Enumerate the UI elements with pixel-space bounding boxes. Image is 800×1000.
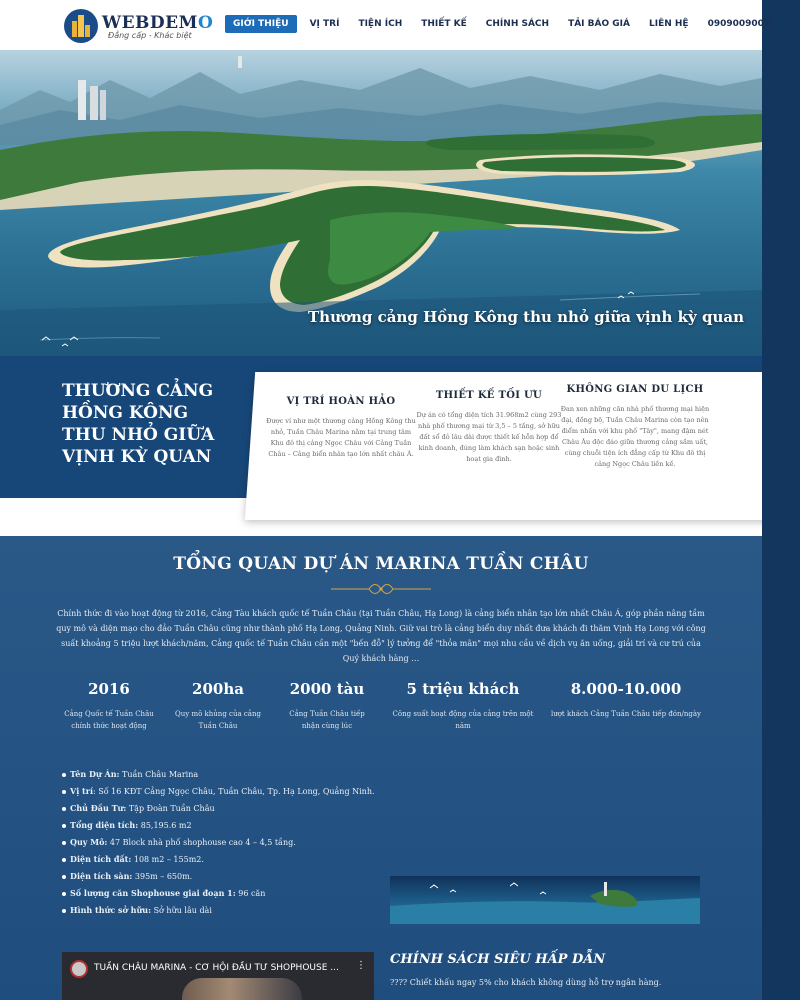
project-specs-list: [62, 766, 375, 919]
intro-title: THƯƠNG CẢNG HỒNG KÔNG THU NHỎ GIỮA VỊNH KỲ QUAN: [62, 381, 215, 467]
spec-item: Diện tích sàn: 395m – 650m.: [62, 868, 375, 885]
policy-title: CHÍNH SÁCH SIÊU HẤP DẪN: [390, 952, 606, 967]
nav-item-gioi-thieu[interactable]: GIỚI THIỆU: [225, 15, 297, 33]
feature-text: Đan xen những căn nhà phố thương mại hiện đại, đồng bộ, Tuần Châu Marina còn tạo nên điểm nhấn với khu phố "Tây", mang đậm nét Châu Âu độc đáo giữa thương cảng sầm uất, cùng chuỗi tiện ích đẳng cấp từ Khu đô thị cảng Ngọc Châu liền kề.: [560, 405, 710, 468]
site-logo[interactable]: [64, 8, 213, 44]
spec-item: Chủ Đầu Tư: Tập Đoàn Tuần Châu: [62, 800, 375, 817]
logo-tagline: Đẳng cấp - Khác biệt: [108, 30, 192, 40]
hero-banner: [0, 50, 762, 356]
stat-item: [550, 680, 702, 720]
spec-item: Tên Dự Án: Tuần Châu Marina: [62, 766, 375, 783]
feature-title: THIẾT KẾ TỐI ƯU: [435, 390, 543, 401]
nav-item-tien-ich[interactable]: TIỆN ÍCH: [358, 19, 403, 29]
spec-item: Số lượng căn Shophouse giai đoạn 1: 96 căn: [62, 885, 375, 902]
video-title[interactable]: TUẦN CHÂU MARINA - CƠ HỘI ĐẦU TƯ SHOPHOUSE ...: [94, 963, 339, 973]
more-vertical-icon[interactable]: ⋮: [356, 960, 366, 971]
stat-value: 8.000-10.000: [570, 680, 682, 698]
stat-value: 2000 tàu: [289, 680, 365, 698]
nav-item-thiet-ke[interactable]: THIẾT KẾ: [421, 19, 467, 29]
logo-name: WEBDEMO: [102, 12, 214, 33]
spec-item: Quy Mô: 47 Block nhà phố shophouse cao 4 – 4,5 tầng.: [62, 834, 375, 851]
spec-item: Vị trí: Số 16 KĐT Cảng Ngọc Châu, Tuần Châu, Tp. Hạ Long, Quảng Ninh.: [62, 783, 375, 800]
feature-text: Được ví như một thương cảng Hồng Kông thu nhỏ, Tuần Châu Marina nằm tại trung tâm Khu đô thị cảng Ngọc Châu với Cảng Tuần Châu – Cảng biển nhân tạo lớn nhất châu Á.: [266, 417, 416, 458]
feature-khong-gian: [560, 384, 710, 470]
stat-value: 5 triệu khách: [406, 680, 520, 698]
channel-avatar[interactable]: [70, 960, 88, 978]
feature-vi-tri: [266, 396, 416, 460]
video-thumbnail-image: [182, 978, 302, 1000]
stat-value: 200ha: [192, 680, 244, 698]
site-header: [0, 0, 771, 50]
overview-description: Chính thức đi vào hoạt động từ 2016, Cảng Tàu khách quốc tế Tuần Châu (tại Tuần Châu, Hạ Long) là cảng biển nhân tạo lớn nhất Châu Á, góp phần nâng tầm quy mô và diện mạo cho đảo Tuần Châu cũng như thành phố Hạ Long, Quảng Ninh. Giữ vai trò là cảng biển duy nhất đưa khách đi thăm Vịnh Hạ Long với công suất khoảng 5 triệu lượt khách/năm, Cảng quốc tế Tuần Châu cần một "bến đỗ" lý tưởng để "thỏa mãn" mọi nhu cầu về dịch vụ ăn uống, giải trí và cư trú của Quý khách hàng …: [56, 609, 706, 663]
stat-label: lượt khách Cảng Tuần Châu tiếp đón/ngày: [550, 710, 702, 718]
stat-label: Cảng Tuần Châu tiếp nhận cùng lúc: [289, 710, 365, 730]
stat-item: [62, 680, 156, 732]
stat-label: Công suất hoạt động của cảng trên một năm: [392, 710, 534, 730]
nav-item-lien-he[interactable]: LIÊN HỆ: [648, 19, 689, 29]
right-edge-stripe: [762, 0, 800, 1000]
spec-item: Hình thức sở hữu: Sở hữu lâu dài: [62, 902, 375, 919]
policy-line: ???? Chiết khấu ngay 5% cho khách không dùng hỗ trợ ngân hàng.: [390, 978, 662, 987]
harbor-thumbnail-image: [390, 876, 700, 924]
main-nav: [225, 15, 770, 33]
stat-item: [386, 680, 540, 732]
stat-item: [280, 680, 374, 732]
feature-title: VỊ TRÍ HOÀN HẢO: [286, 396, 396, 407]
stat-value: 2016: [88, 680, 130, 698]
ornament-divider-icon: [331, 582, 431, 596]
hero-caption: Thương cảng Hồng Kông thu nhỏ giữa vịnh kỳ quan: [308, 308, 745, 326]
stat-label: Quy mô khủng của cảng Tuần Châu: [175, 710, 261, 730]
nav-item-tai-bao-gia[interactable]: TẢI BÁO GIÁ: [568, 19, 630, 29]
feature-thiet-ke: [414, 390, 564, 465]
feature-text: Dự án có tổng diện tích 31.968m2 cùng 293 nhà phố thương mại từ 3,5 – 5 tầng, sở hữu đất sổ đỏ lâu dài được thiết kế hỗn hợp để kinh doanh, đúng làm khách sạn hoặc sinh hoạt gia đình.: [416, 411, 562, 463]
spec-item: Diện tích đất: 108 m2 – 155m2.: [62, 851, 375, 868]
nav-item-chinh-sach[interactable]: CHÍNH SÁCH: [485, 19, 550, 29]
video-embed[interactable]: [62, 952, 374, 1000]
logo-building-icon: [64, 9, 98, 43]
nav-phone-number[interactable]: 0909009009: [707, 19, 771, 29]
nav-item-vi-tri[interactable]: VỊ TRÍ: [309, 19, 340, 29]
stat-item: [170, 680, 266, 732]
overview-title: TỔNG QUAN DỰ ÁN MARINA TUẦN CHÂU: [173, 554, 589, 574]
spec-item: Tổng diện tích: 85,195.6 m2: [62, 817, 375, 834]
stat-label: Cảng Quốc tế Tuần Châu chính thức hoạt động: [64, 710, 154, 730]
feature-title: KHÔNG GIAN DU LỊCH: [566, 384, 704, 395]
